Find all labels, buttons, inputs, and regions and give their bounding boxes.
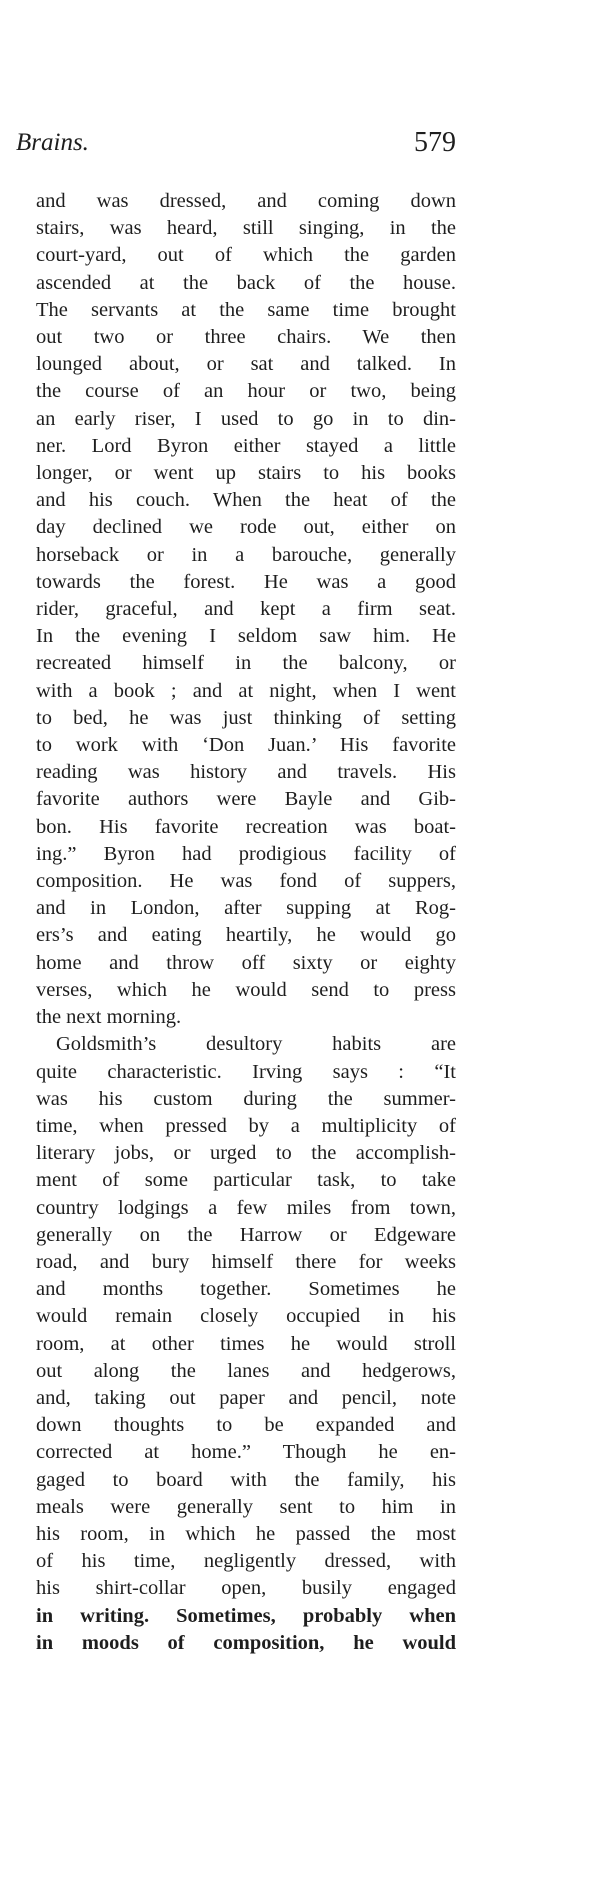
running-head: Brains. (16, 129, 89, 156)
text-line: of his time, negligently dressed, with (36, 1550, 456, 1573)
text-line: to work with ‘Don Juan.’ His favorite (36, 734, 456, 757)
text-line: court-yard, out of which the garden (36, 244, 456, 267)
text-line: down thoughts to be expanded and (36, 1414, 456, 1437)
text-line: and his couch. When the heat of the (36, 489, 456, 512)
text-line: his room, in which he passed the most (36, 1522, 456, 1545)
text-line: stairs, was heard, still singing, in the (36, 217, 456, 240)
text-line: gaged to board with the family, his (36, 1468, 456, 1491)
text-line: and in London, after supping at Rog- (36, 897, 456, 920)
text-line: out along the lanes and hedgerows, (36, 1359, 456, 1382)
text-line: with a book ; and at night, when I went (36, 679, 456, 702)
text-line: composition. He was fond of suppers, (36, 870, 456, 893)
text-line: and months together. Sometimes he (36, 1278, 456, 1301)
text-line: country lodgings a few miles from town, (36, 1196, 456, 1219)
text-line: The servants at the same time brought (36, 298, 456, 321)
text-line: quite characteristic. Irving says : “It (36, 1060, 456, 1083)
page-number: 579 (414, 127, 456, 158)
text-line: favorite authors were Bayle and Gib- (36, 788, 456, 811)
text-line: would remain closely occupied in his (36, 1305, 456, 1328)
text-line: home and throw off sixty or eighty (36, 951, 456, 974)
text-line: was his custom during the summer- (36, 1087, 456, 1110)
text-line: ing.” Byron had prodigious facility of (36, 842, 456, 865)
text-line: out two or three chairs. We then (36, 326, 456, 349)
body-text (36, 188, 456, 1657)
text-line: meals were generally sent to him in (36, 1495, 456, 1518)
text-line: the course of an hour or two, being (36, 380, 456, 403)
text-line: and was dressed, and coming down (36, 190, 456, 212)
text-line: in moods of composition, he would (36, 1631, 456, 1654)
text-line: verses, which he would send to press (36, 978, 456, 1001)
text-line: in writing. Sometimes, probably when (36, 1604, 456, 1627)
text-line: day declined we rode out, either on (36, 516, 456, 539)
paragraph-start-line: Goldsmith’s desultory habits are (56, 1033, 456, 1056)
text-line: road, and bury himself there for weeks (36, 1250, 456, 1273)
paragraph-end-line: the next morning. (36, 1006, 182, 1029)
text-line: literary jobs, or urged to the accomplish- (36, 1142, 456, 1165)
text-line: to bed, he was just thinking of setting (36, 706, 456, 729)
text-line: ner. Lord Byron either stayed a little (36, 434, 456, 457)
text-line: room, at other times he would stroll (36, 1332, 456, 1355)
text-line: ers’s and eating heartily, he would go (36, 924, 456, 947)
text-line: rider, graceful, and kept a firm seat. (36, 598, 456, 621)
text-line: reading was history and travels. His (36, 761, 456, 784)
text-line: horseback or in a barouche, generally (36, 543, 456, 566)
text-line: In the evening I seldom saw him. He (36, 625, 456, 648)
text-line: generally on the Harrow or Edgeware (36, 1223, 456, 1246)
page-header (16, 128, 456, 168)
text-line: time, when pressed by a multiplicity of (36, 1114, 456, 1137)
text-line: bon. His favorite recreation was boat- (36, 815, 456, 838)
text-line: towards the forest. He was a good (36, 570, 456, 593)
text-line: ascended at the back of the house. (36, 271, 456, 294)
text-line: and, taking out paper and pencil, note (36, 1386, 456, 1409)
text-line: an early riser, I used to go in to din- (36, 407, 456, 430)
text-line: lounged about, or sat and talked. In (36, 353, 456, 376)
text-line: his shirt-collar open, busily engaged (36, 1577, 456, 1600)
text-line: ment of some particular task, to take (36, 1169, 456, 1192)
text-line: longer, or went up stairs to his books (36, 462, 456, 485)
text-line: corrected at home.” Though he en- (36, 1441, 456, 1464)
text-line: recreated himself in the balcony, or (36, 652, 456, 675)
